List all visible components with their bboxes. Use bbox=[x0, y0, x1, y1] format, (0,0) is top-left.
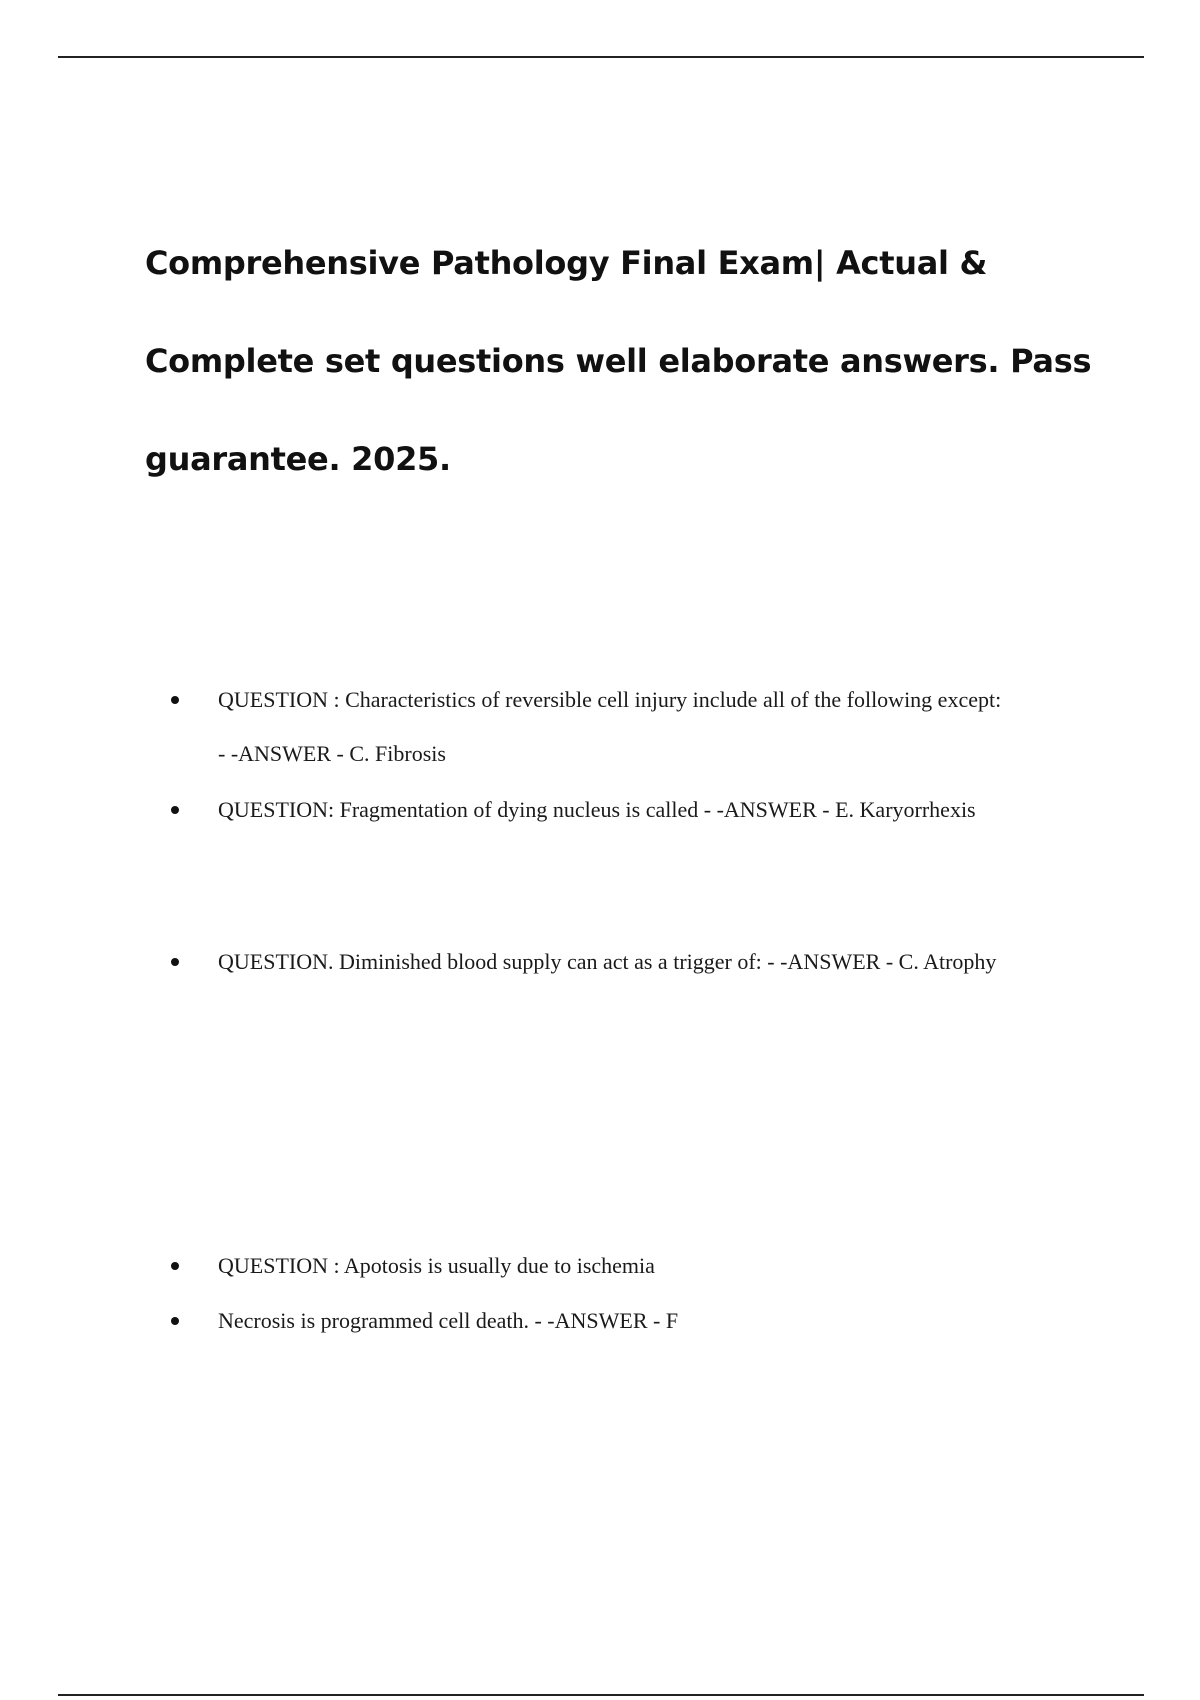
title-line: Complete set questions well elaborate answers. Pass bbox=[145, 342, 1092, 380]
question-text: QUESTION. Diminished blood supply can act as a trigger of: - -ANSWER - C. Atrophy bbox=[218, 949, 997, 974]
bullet-icon bbox=[171, 1262, 179, 1270]
question-text: Necrosis is programmed cell death. - -ANSWER - F bbox=[218, 1308, 679, 1333]
question-text: QUESTION : Characteristics of reversible cell injury include all of the following except: bbox=[218, 687, 1002, 712]
footer-rule bbox=[58, 1694, 1144, 1696]
list-item bbox=[218, 1239, 1098, 1293]
bullet-icon bbox=[171, 696, 179, 704]
list-item bbox=[218, 1294, 1098, 1348]
title-line: Comprehensive Pathology Final Exam| Actual & bbox=[145, 244, 988, 282]
answer-text: - -ANSWER - C. Fibrosis bbox=[218, 741, 446, 766]
list-item bbox=[218, 673, 1098, 781]
bullet-icon bbox=[171, 958, 179, 966]
title-line: guarantee. 2025. bbox=[145, 440, 451, 478]
list-item bbox=[218, 783, 1098, 837]
question-text: QUESTION : Apotosis is usually due to ischemia bbox=[218, 1253, 655, 1278]
list-item bbox=[218, 935, 1098, 989]
question-text: QUESTION: Fragmentation of dying nucleus is called - -ANSWER - E. Karyorrhexis bbox=[218, 797, 976, 822]
document-title bbox=[145, 214, 1105, 508]
bullet-icon bbox=[171, 1317, 179, 1325]
header-rule bbox=[58, 56, 1144, 58]
bullet-icon bbox=[171, 806, 179, 814]
